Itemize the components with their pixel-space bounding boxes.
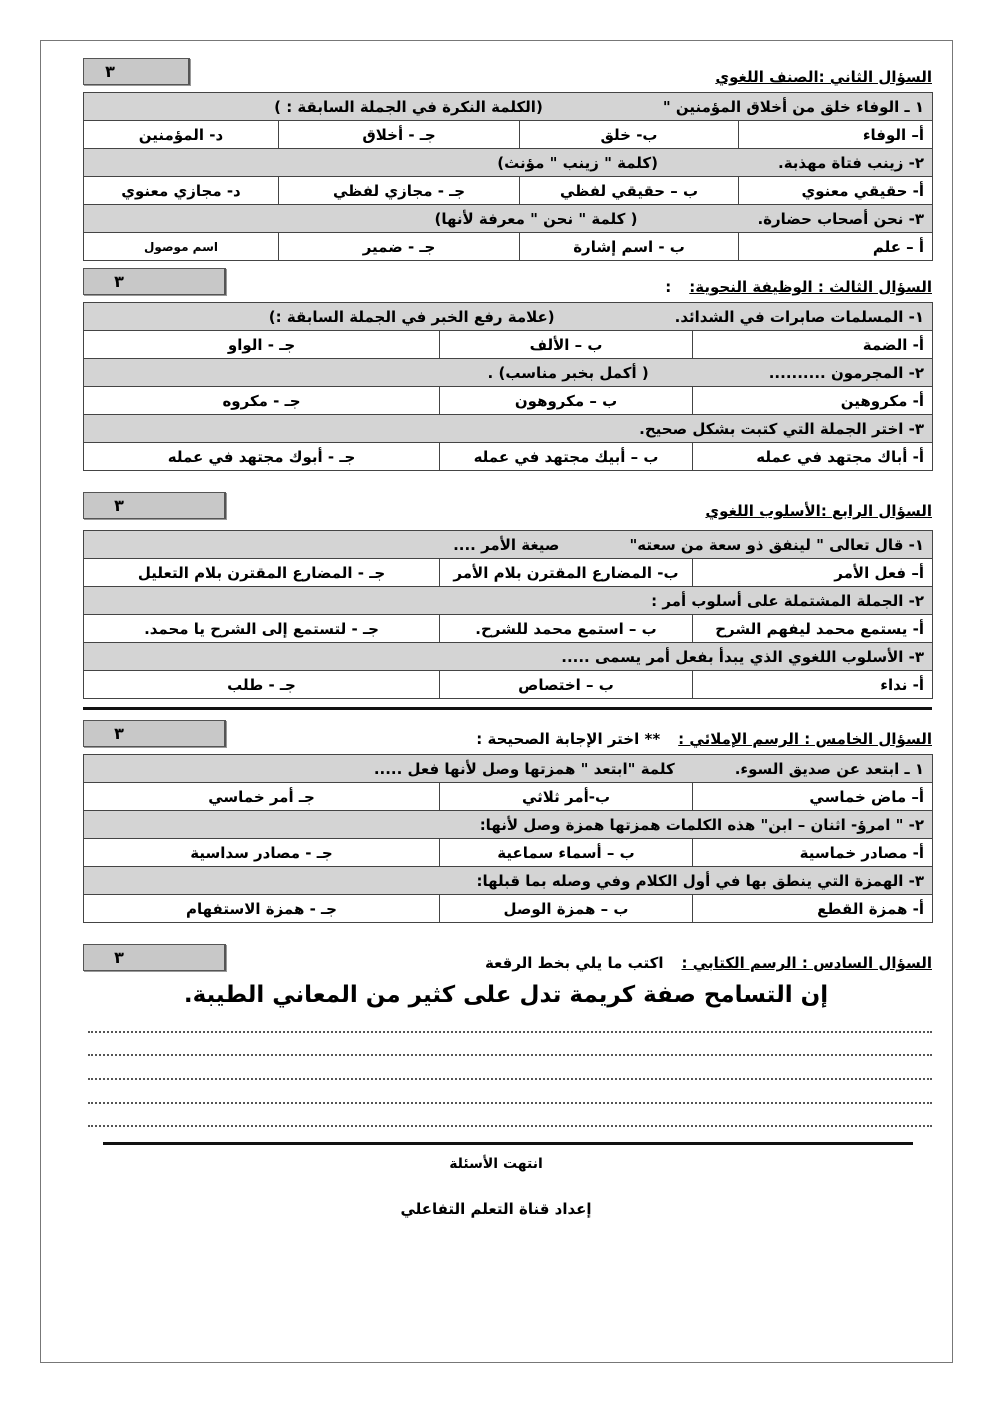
answer-option[interactable]: ب – أسماء سماعية: [440, 839, 693, 867]
writing-line[interactable]: [88, 1054, 932, 1056]
question-text: ٢- الجملة المشتملة على أسلوب أمر :: [651, 591, 924, 610]
section-divider: [83, 707, 932, 710]
question-row: [84, 303, 933, 331]
answer-option[interactable]: جـ - ضمير: [279, 233, 520, 261]
question-text: ١- المسلمات صابرات في الشدائد.: [674, 307, 925, 326]
question-text: ٣- الأسلوب اللغوي الذي يبدأ بفعل أمر يسمى .....: [561, 647, 924, 666]
answer-option[interactable]: أ- نداء: [693, 671, 933, 699]
answer-option[interactable]: ب – الألف: [440, 331, 693, 359]
section-title: السؤال الثاني :الصنف اللغوي: [715, 68, 932, 86]
questions-table: [83, 754, 933, 923]
answer-option[interactable]: ب - اسم إشارة: [520, 233, 739, 261]
question-hint: (كلمة " زينب " مؤنث): [497, 153, 658, 172]
answer-option[interactable]: جـ - مجازي لفظي: [279, 177, 520, 205]
answer-option[interactable]: ب-أمر ثلاثي: [440, 783, 693, 811]
question-text: ٢- " امرؤ- اثنان – ابن" هذه الكلمات همزتها همزة وصل لأنها:: [479, 815, 924, 834]
question-hint: (الكلمة النكرة في الجملة السابقة : ): [274, 97, 543, 116]
score-value: ٣: [84, 493, 154, 518]
section-writing: [83, 944, 932, 974]
score-value: ٣: [84, 721, 154, 746]
question-text: ٣- اختر الجملة التي كتبت بشكل صحيح.: [639, 419, 925, 438]
footer-divider: [103, 1142, 913, 1145]
answer-option[interactable]: أ– الوفاء: [739, 121, 933, 149]
section-title: السؤال السادس : الرسم الكتابي :اكتب ما يلي بخط الرقعة: [484, 954, 932, 972]
section-instruction: اكتب ما يلي بخط الرقعة: [484, 954, 664, 972]
section-5: [83, 720, 932, 923]
answer-option[interactable]: ب – اختصاص: [440, 671, 693, 699]
answer-option[interactable]: ب – استمع محمد للشرح.: [440, 615, 693, 643]
answer-option[interactable]: ب- المضارع المقترن بلام الأمر: [440, 559, 693, 587]
answer-option[interactable]: أ- يستمع محمد ليفهم الشرح: [693, 615, 933, 643]
section-instruction: ** اختر الإجابة الصحيحة :: [476, 730, 661, 748]
end-of-questions: انتهت الأسئلة: [449, 1156, 543, 1172]
credit-text: إعداد قناة التعلم التفاعلي: [400, 1200, 592, 1218]
writing-line[interactable]: [88, 1078, 932, 1080]
question-row: [84, 811, 933, 839]
answer-option[interactable]: ب – أبيك مجتهد في عمله: [440, 443, 693, 471]
question-text: ١- قال تعالى " لينفق ذو سعة من سعته": [629, 535, 924, 554]
answer-option[interactable]: أ – علم: [739, 233, 933, 261]
question-row: [84, 415, 933, 443]
answer-option[interactable]: جـ - الواو: [84, 331, 440, 359]
answer-option[interactable]: ب – حقيقي لفظي: [520, 177, 739, 205]
answer-option[interactable]: جـ - أخلاق: [279, 121, 520, 149]
section-title: السؤال الرابع :الأسلوب اللغوي: [705, 502, 932, 520]
question-hint: ( أكمل بخبر مناسب) .: [487, 363, 649, 382]
answer-option[interactable]: أ– ماض خماسي: [693, 783, 933, 811]
section-title: السؤال الخامس : الرسم الإملائي :** اختر الإجابة الصحيحة :: [476, 730, 932, 748]
options-row: [84, 671, 933, 699]
answer-option[interactable]: اسم موصول: [84, 233, 279, 261]
question-text: ٢- المجرمون ..........: [768, 363, 925, 382]
answer-option[interactable]: أ- الضمة: [693, 331, 933, 359]
answer-option[interactable]: أ- أباك مجتهد في عمله: [693, 443, 933, 471]
writing-line[interactable]: [88, 1125, 932, 1127]
answer-option[interactable]: د- المؤمنين: [84, 121, 279, 149]
question-hint: كلمة "ابتعد " همزتها وصل لأنها فعل .....: [373, 759, 675, 778]
section-2: [83, 58, 932, 261]
question-hint: (علامة رفع الخبر في الجملة السابقة :): [268, 307, 555, 326]
section-3: [83, 268, 932, 471]
question-text: ٢- زينب فتاة مهذبة.: [778, 153, 925, 172]
section-4: [83, 492, 932, 699]
answer-option[interactable]: ب- خلق: [520, 121, 739, 149]
answer-option[interactable]: جـ - همزة الاستفهام: [84, 895, 440, 923]
answer-option[interactable]: جـ - مكروه: [84, 387, 440, 415]
question-row: [84, 205, 933, 233]
score-value: ٣: [84, 945, 154, 970]
writing-sentence: إن التسامح صفة كريمة تدل على كثير من المعاني الطيبة.: [183, 982, 829, 1008]
question-row: [84, 149, 933, 177]
options-row: [84, 839, 933, 867]
questions-table: [83, 530, 933, 699]
question-row: [84, 93, 933, 121]
options-row: [84, 177, 933, 205]
answer-option[interactable]: جـ أمر خماسي: [84, 783, 440, 811]
answer-option[interactable]: أ- مكروهين: [693, 387, 933, 415]
options-row: [84, 783, 933, 811]
question-hint: ( كلمة " نحن " معرفة لأنها): [434, 209, 638, 228]
answer-option[interactable]: ب – مكروهون: [440, 387, 693, 415]
answer-option[interactable]: جـ - مصادر سداسية: [84, 839, 440, 867]
question-row: [84, 867, 933, 895]
options-row: [84, 331, 933, 359]
options-row: [84, 233, 933, 261]
options-row: [84, 387, 933, 415]
question-hint: صيغة الأمر ....: [453, 535, 560, 554]
questions-table: [83, 92, 933, 261]
options-row: [84, 121, 933, 149]
answer-option[interactable]: جـ - المضارع المقترن بلام التعليل: [84, 559, 440, 587]
answer-option[interactable]: أ- حقيقي معنوي: [739, 177, 933, 205]
score-box: [83, 944, 226, 971]
answer-option[interactable]: ب – همزة الوصل: [440, 895, 693, 923]
question-row: [84, 359, 933, 387]
question-text: ٣- الهمزة التي ينطق بها في أول الكلام وفي وصله بما قبلها:: [476, 871, 924, 890]
question-text: ١ ـ ابتعد عن صديق السوء.: [734, 759, 924, 778]
question-row: [84, 587, 933, 615]
score-value: ٣: [84, 269, 154, 294]
answer-option[interactable]: جـ - لتستمع إلى الشرح يا محمد.: [84, 615, 440, 643]
questions-table: [83, 302, 933, 471]
question-text: ٣- نحن أصحاب حضارة.: [757, 209, 925, 228]
answer-option[interactable]: د- مجازي معنوي: [84, 177, 279, 205]
score-box: [83, 58, 190, 85]
answer-option[interactable]: جـ - طلب: [84, 671, 440, 699]
options-row: [84, 895, 933, 923]
options-row: [84, 559, 933, 587]
score-box: [83, 492, 226, 519]
answer-option[interactable]: أ- همزة القطع: [693, 895, 933, 923]
section-instruction: :: [665, 278, 672, 296]
options-row: [84, 443, 933, 471]
question-row: [84, 643, 933, 671]
question-text: ١ ـ الوفاء خلق من أخلاق المؤمنين ": [662, 97, 925, 116]
options-row: [84, 615, 933, 643]
answer-option[interactable]: أ– فعل الأمر: [693, 559, 933, 587]
score-box: [83, 268, 226, 295]
writing-line[interactable]: [88, 1031, 932, 1033]
question-row: [84, 531, 933, 559]
score-value: ٣: [84, 59, 136, 84]
answer-option[interactable]: أ- مصادر خماسية: [693, 839, 933, 867]
writing-line[interactable]: [88, 1102, 932, 1104]
section-title: السؤال الثالث : الوظيفة النحوية::: [665, 278, 932, 296]
question-row: [84, 755, 933, 783]
answer-option[interactable]: جـ - أبوك مجتهد في عمله: [84, 443, 440, 471]
score-box: [83, 720, 226, 747]
